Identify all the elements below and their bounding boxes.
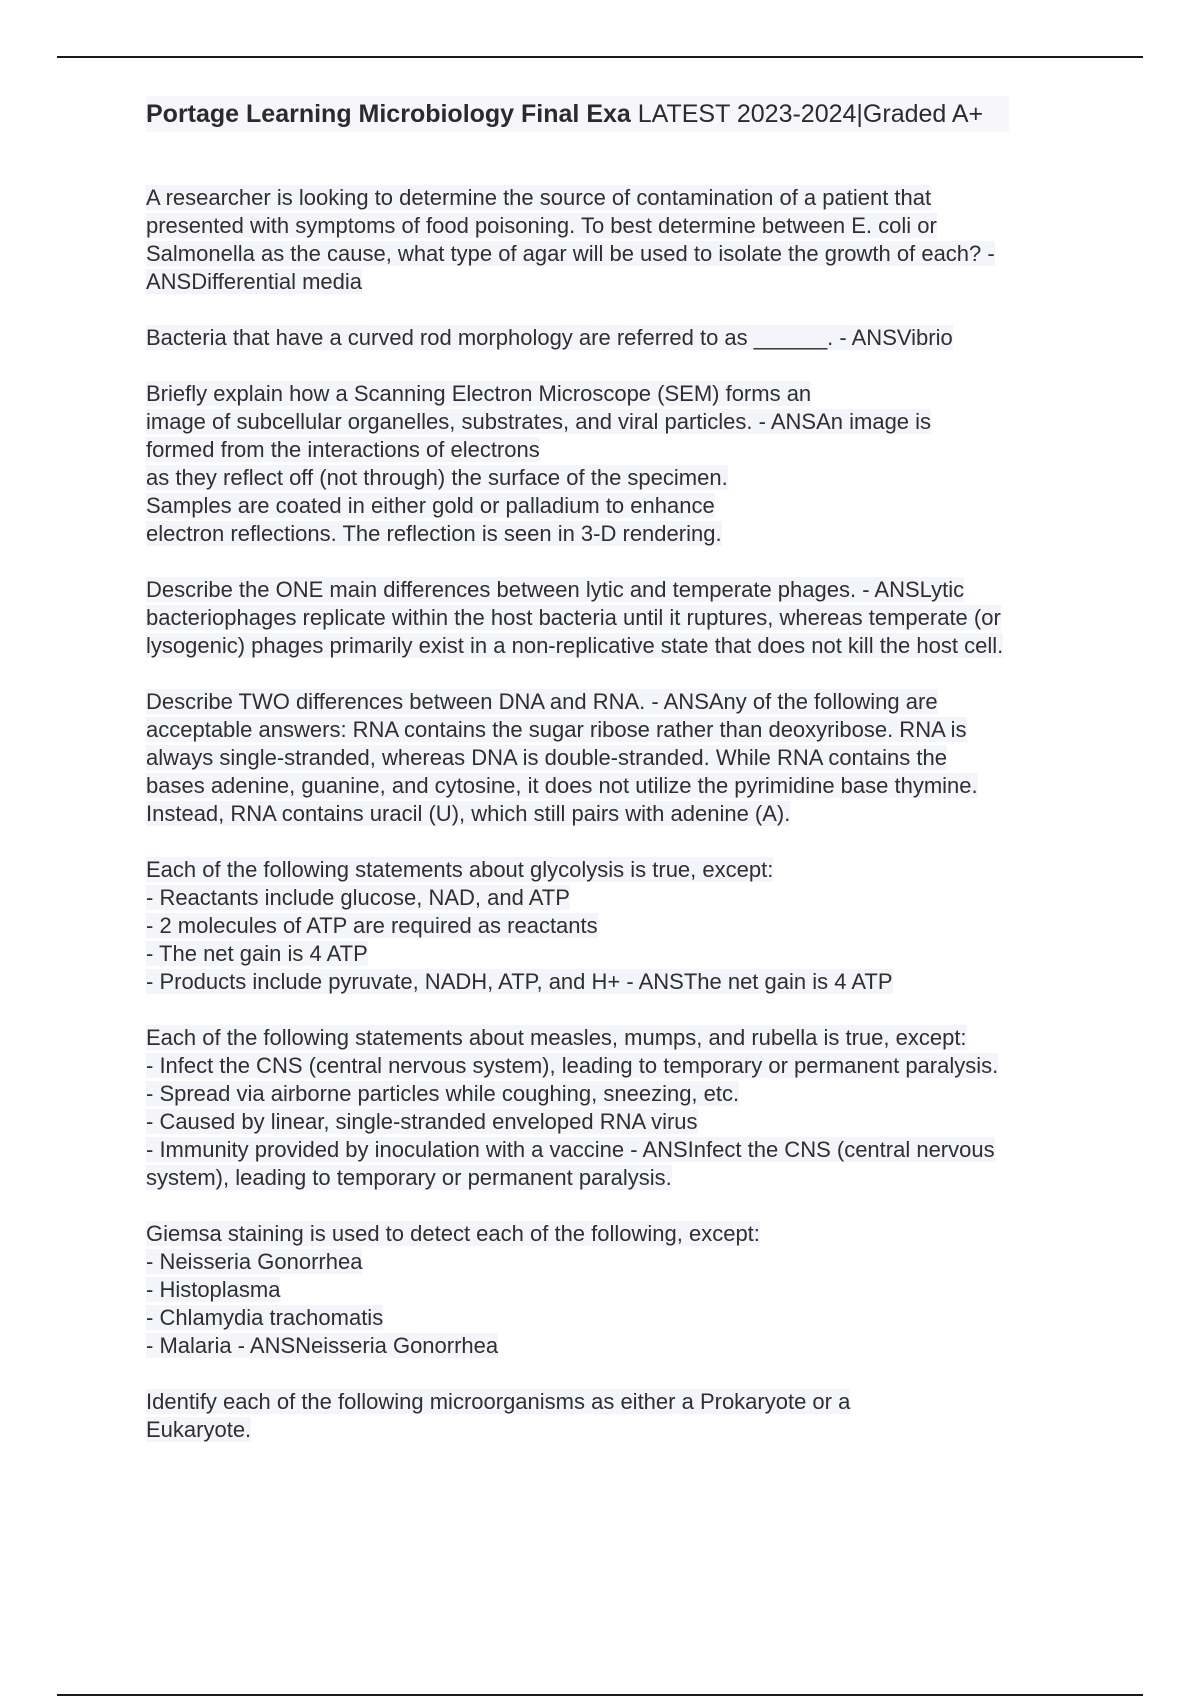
text-line-content: - Neisseria Gonorrhea — [146, 1249, 363, 1274]
text-line — [146, 856, 1096, 884]
text-line-content: ANSDifferential media — [146, 269, 363, 294]
question-answer-block — [146, 688, 1096, 828]
text-line-content: - Chlamydia trachomatis — [146, 1305, 384, 1330]
text-line-content: - 2 molecules of ATP are required as reactants — [146, 913, 598, 938]
text-line-content: - The net gain is 4 ATP — [146, 941, 368, 966]
text-line-content: Instead, RNA contains uracil (U), which still pairs with adenine (A). — [146, 801, 791, 826]
text-line-content: system), leading to temporary or permanent paralysis. — [146, 1165, 672, 1190]
document-body — [146, 96, 1096, 1472]
text-line-content: - Spread via airborne particles while coughing, sneezing, etc. — [146, 1081, 740, 1106]
text-line-content: - Reactants include glucose, NAD, and ATP — [146, 885, 570, 910]
text-line-content: formed from the interactions of electrons — [146, 437, 540, 462]
text-line-content: Samples are coated in either gold or palladium to enhance — [146, 493, 715, 518]
text-line — [146, 464, 1096, 492]
text-line — [146, 408, 1096, 436]
question-list — [146, 184, 1096, 1444]
text-line — [146, 940, 1096, 968]
text-line-content: image of subcellular organelles, substrates, and viral particles. - ANSAn image is — [146, 409, 932, 434]
question-answer-block — [146, 1220, 1096, 1360]
text-line — [146, 1304, 1096, 1332]
text-line — [146, 1136, 1096, 1164]
text-line-content: bases adenine, guanine, and cytosine, it does not utilize the pyrimidine base thymine. — [146, 773, 978, 798]
text-line — [146, 576, 1096, 604]
text-line-content: Each of the following statements about measles, mumps, and rubella is true, except: — [146, 1025, 967, 1050]
text-line-content: Each of the following statements about glycolysis is true, except: — [146, 857, 774, 882]
text-line-content: acceptable answers: RNA contains the sugar ribose rather than deoxyribose. RNA is — [146, 717, 967, 742]
question-answer-block — [146, 380, 1096, 548]
text-line-content: - Immunity provided by inoculation with a vaccine - ANSInfect the CNS (central nervous — [146, 1137, 995, 1162]
text-line — [146, 632, 1096, 660]
text-line — [146, 1388, 1096, 1416]
text-line — [146, 1416, 1096, 1444]
text-line-content: Eukaryote. — [146, 1417, 252, 1442]
text-line — [146, 604, 1096, 632]
document-title — [146, 96, 1009, 132]
text-line — [146, 520, 1096, 548]
text-line-content: - Malaria - ANSNeisseria Gonorrhea — [146, 1333, 499, 1358]
text-line — [146, 1024, 1096, 1052]
text-line-content: Identify each of the following microorganisms as either a Prokaryote or a — [146, 1389, 851, 1414]
text-line — [146, 1052, 1096, 1080]
text-line-content: Giemsa staining is used to detect each of the following, except: — [146, 1221, 760, 1246]
text-line — [146, 716, 1096, 744]
text-line-content: lysogenic) phages primarily exist in a non-replicative state that does not kill the host cell. — [146, 633, 1004, 658]
text-line-content: - Infect the CNS (central nervous system), leading to temporary or permanent paralysis. — [146, 1053, 999, 1078]
text-line — [146, 268, 1096, 296]
text-line — [146, 380, 1096, 408]
text-line — [146, 884, 1096, 912]
text-line — [146, 184, 1096, 212]
text-line-content: as they reflect off (not through) the surface of the specimen. — [146, 465, 728, 490]
question-answer-block — [146, 184, 1096, 296]
text-line-content: Briefly explain how a Scanning Electron Microscope (SEM) forms an — [146, 381, 812, 406]
text-line-content: bacteriophages replicate within the host bacteria until it ruptures, whereas temperate (or — [146, 605, 1001, 630]
question-answer-block — [146, 324, 1096, 352]
text-line — [146, 324, 1096, 352]
text-line — [146, 240, 1096, 268]
text-line — [146, 744, 1096, 772]
text-line — [146, 1332, 1096, 1360]
text-line-content: - Histoplasma — [146, 1277, 281, 1302]
question-answer-block — [146, 1024, 1096, 1192]
text-line — [146, 1276, 1096, 1304]
text-line — [146, 800, 1096, 828]
text-line-content: A researcher is looking to determine the source of contamination of a patient that — [146, 185, 932, 210]
text-line — [146, 912, 1096, 940]
document-title-rest: LATEST 2023-2024|Graded A+ — [630, 100, 984, 128]
text-line-content: electron reflections. The reflection is seen in 3-D rendering. — [146, 521, 722, 546]
text-line — [146, 492, 1096, 520]
text-line-content: always single-stranded, whereas DNA is double-stranded. While RNA contains the — [146, 745, 947, 770]
text-line — [146, 688, 1096, 716]
text-line — [146, 1220, 1096, 1248]
text-line-content: Describe TWO differences between DNA and RNA. - ANSAny of the following are — [146, 689, 938, 714]
text-line — [146, 1108, 1096, 1136]
text-line-content: Bacteria that have a curved rod morphology are referred to as ______. - ANSVibrio — [146, 325, 953, 350]
text-line — [146, 1248, 1096, 1276]
text-line-content: Salmonella as the cause, what type of agar will be used to isolate the growth of each? - — [146, 241, 995, 266]
document-title-bold: Portage Learning Microbiology Final Exa — [146, 100, 631, 128]
text-line — [146, 1164, 1096, 1192]
text-line-content: presented with symptoms of food poisoning. To best determine between E. coli or — [146, 213, 937, 238]
text-line-content: - Products include pyruvate, NADH, ATP, and H+ - ANSThe net gain is 4 ATP — [146, 969, 893, 994]
question-answer-block — [146, 1388, 1096, 1444]
text-line — [146, 1080, 1096, 1108]
top-divider — [57, 56, 1143, 58]
text-line — [146, 212, 1096, 240]
text-line-content: - Caused by linear, single-stranded enveloped RNA virus — [146, 1109, 698, 1134]
text-line — [146, 772, 1096, 800]
text-line — [146, 968, 1096, 996]
text-line — [146, 436, 1096, 464]
question-answer-block — [146, 856, 1096, 996]
text-line-content: Describe the ONE main differences between lytic and temperate phages. - ANSLytic — [146, 577, 965, 602]
question-answer-block — [146, 576, 1096, 660]
bottom-divider — [57, 1694, 1143, 1696]
